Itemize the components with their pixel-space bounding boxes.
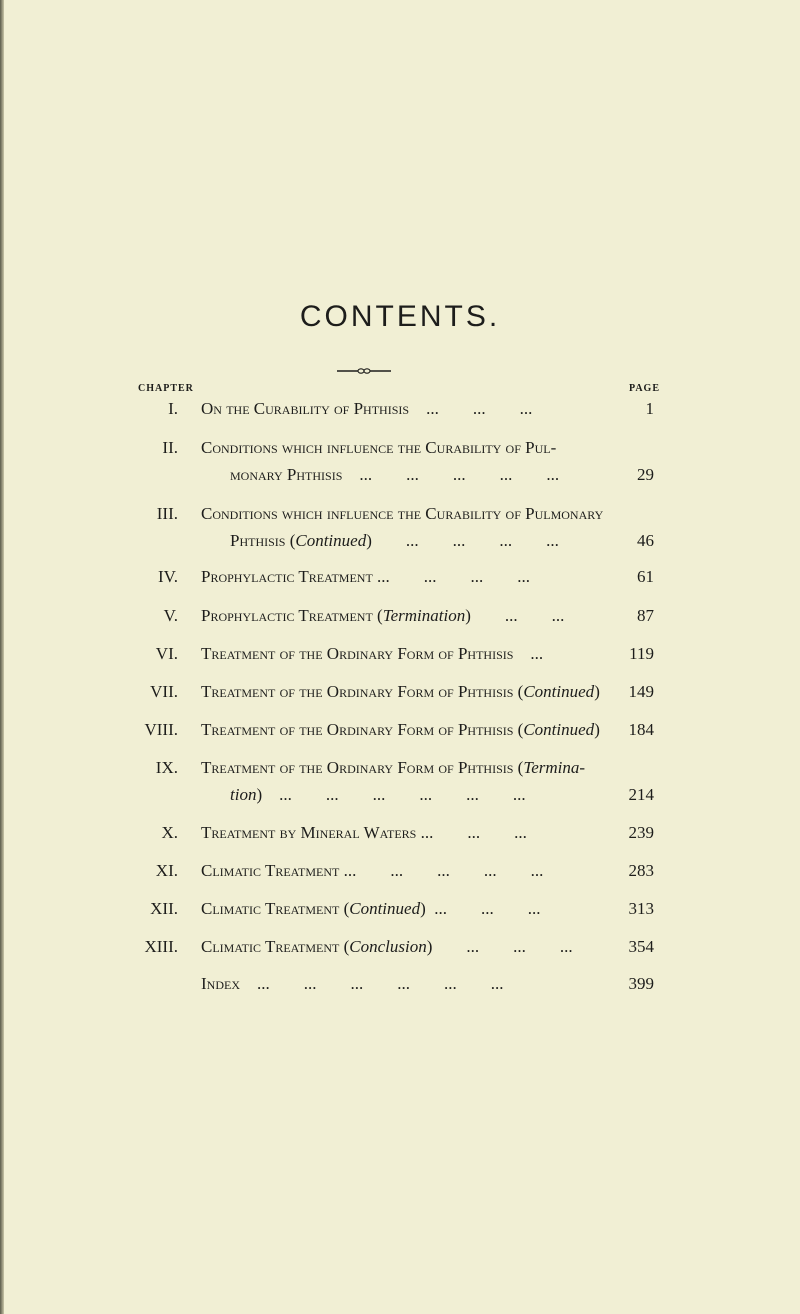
page-number: 184 xyxy=(628,720,654,739)
toc-entry-index[interactable] xyxy=(0,973,800,995)
chapter-number: II. xyxy=(162,438,178,457)
chapter-number: I. xyxy=(168,399,178,418)
page-number: 354 xyxy=(628,937,654,956)
chapter-number: X. xyxy=(161,823,178,842)
chapter-title-continuation: tion) ... ... ... ... ... ... xyxy=(230,785,526,804)
toc-entry-2[interactable] xyxy=(0,437,800,484)
toc-entry-4[interactable] xyxy=(0,566,800,588)
toc-entry-12[interactable] xyxy=(0,898,800,920)
chapter-number: IX. xyxy=(155,758,178,777)
italic-note: Termina- xyxy=(523,758,586,777)
toc-entry-1[interactable] xyxy=(0,398,800,420)
chapter-title: Treatment by Mineral Waters ... ... ... xyxy=(201,823,527,842)
page-number: 87 xyxy=(637,606,654,625)
italic-note: Continued xyxy=(295,531,367,550)
chapter-number: XIII. xyxy=(144,937,178,956)
toc-entry-7[interactable] xyxy=(0,681,800,703)
chapter-title: Climatic Treatment (Continued) ... ... ... xyxy=(201,899,541,918)
page-number: 399 xyxy=(628,974,654,993)
italic-note: tion xyxy=(230,785,257,804)
page-number: 46 xyxy=(637,531,654,550)
chapter-number: IV. xyxy=(158,567,178,586)
toc-entry-11[interactable] xyxy=(0,860,800,882)
chapter-number: VIII. xyxy=(144,720,178,739)
italic-note: Continued xyxy=(523,682,595,701)
page-number: 239 xyxy=(628,823,654,842)
chapter-number: XII. xyxy=(150,899,178,918)
chapter-title-continuation: Phthisis (Continued) ... ... ... ... xyxy=(230,531,559,550)
chapter-title: Prophylactic Treatment (Termination) ... ... xyxy=(201,606,565,625)
toc-entry-10[interactable] xyxy=(0,822,800,844)
chapter-number: XI. xyxy=(155,861,178,880)
chapter-title: Treatment of the Ordinary Form of Phthisis (Termina- xyxy=(201,758,586,777)
page-number: 29 xyxy=(637,465,654,484)
toc-entry-13[interactable] xyxy=(0,936,800,958)
ornament-rule xyxy=(337,366,391,376)
page-number: 313 xyxy=(628,899,654,918)
page-title: CONTENTS. xyxy=(299,300,501,333)
page-number: 283 xyxy=(628,861,654,880)
chapter-title: Prophylactic Treatment ... ... ... ... xyxy=(201,567,531,586)
page-number: 119 xyxy=(629,644,654,663)
toc-entry-5[interactable] xyxy=(0,605,800,627)
chapter-title: Treatment of the Ordinary Form of Phthisis (Continued) xyxy=(201,682,600,701)
chapter-title: Treatment of the Ordinary Form of Phthisis ... xyxy=(201,644,544,663)
italic-note: Continued xyxy=(349,899,421,918)
chapter-number: VII. xyxy=(150,682,178,701)
chapter-number: VI. xyxy=(155,644,178,663)
chapter-title: Climatic Treatment (Conclusion) ... ... ... xyxy=(201,937,573,956)
italic-note: Continued xyxy=(523,720,595,739)
page-number: 1 xyxy=(645,399,654,418)
chapter-title: Climatic Treatment ... ... ... ... ... xyxy=(201,861,544,880)
chapter-title: Conditions which influence the Curability of Pulmonary xyxy=(201,504,604,523)
toc-entry-3[interactable] xyxy=(0,503,800,550)
toc-entry-6[interactable] xyxy=(0,643,800,665)
column-header-page: PAGE xyxy=(628,383,660,394)
chapter-title: On the Curability of Phthisis ... ... ... xyxy=(201,399,533,418)
chapter-title: Index ... ... ... ... ... ... xyxy=(201,974,504,993)
page-number: 149 xyxy=(628,682,654,701)
chapter-number: V. xyxy=(163,606,178,625)
chapter-title: Treatment of the Ordinary Form of Phthisis (Continued) xyxy=(201,720,600,739)
column-header-chapter: CHAPTER xyxy=(138,383,194,394)
toc-entry-8[interactable] xyxy=(0,719,800,741)
toc-entry-9[interactable] xyxy=(0,757,800,804)
chapter-title-continuation: monary Phthisis ... ... ... ... ... xyxy=(230,465,560,484)
italic-note: Conclusion xyxy=(349,937,427,956)
italic-note: Termination xyxy=(382,606,466,625)
chapter-title: Conditions which influence the Curability of Pul- xyxy=(201,438,557,457)
page-number: 61 xyxy=(637,567,654,586)
chapter-number: III. xyxy=(156,504,178,523)
page-number: 214 xyxy=(628,785,654,804)
